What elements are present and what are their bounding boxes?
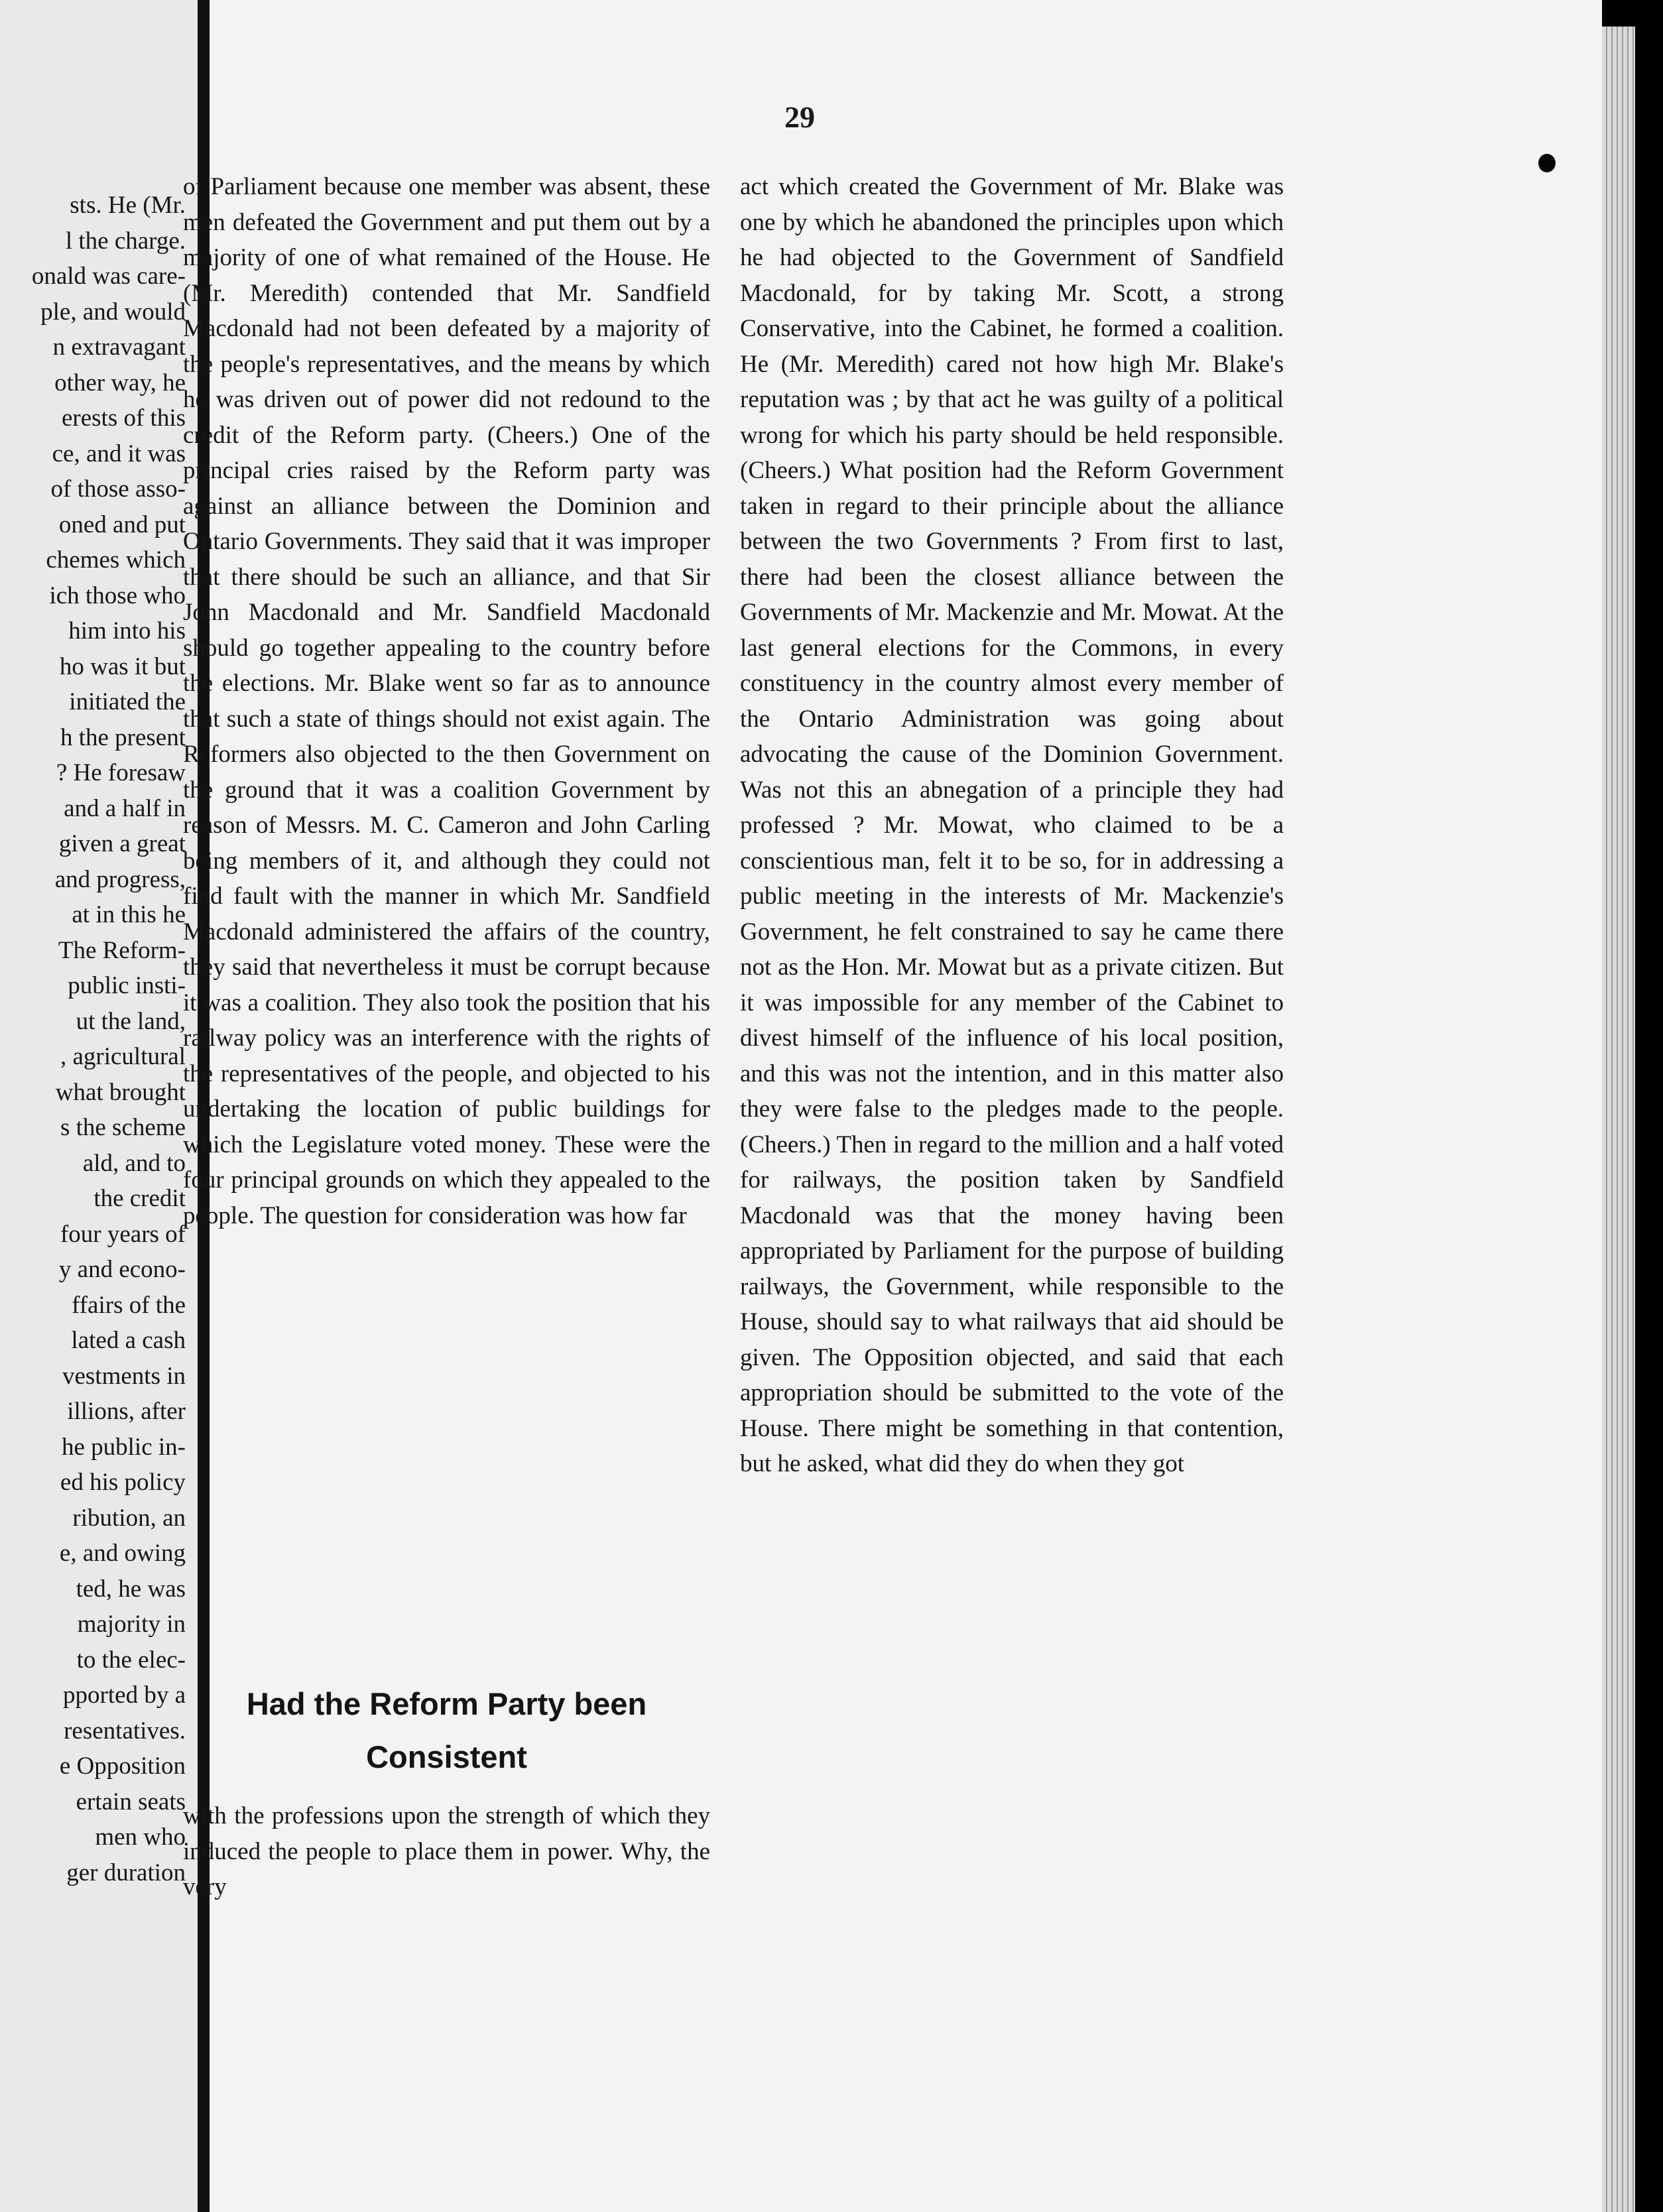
previous-page-line: erests of this bbox=[61, 404, 186, 432]
section-heading-line-1: Had the Reform Party been bbox=[246, 1686, 647, 1721]
binding-hole bbox=[1538, 154, 1556, 172]
scan-border bbox=[1635, 0, 1663, 2212]
previous-page-line: other way, he bbox=[54, 369, 186, 397]
page bbox=[183, 0, 1602, 2212]
previous-page-line: l the charge. bbox=[65, 227, 186, 255]
right-column bbox=[740, 169, 1284, 1482]
left-column-continuation bbox=[183, 1798, 710, 1905]
previous-page-line: four years of bbox=[60, 1220, 186, 1248]
previous-page-line: , agricultural bbox=[60, 1043, 186, 1070]
previous-page-line: ald, and to bbox=[82, 1149, 186, 1177]
section-heading bbox=[183, 1678, 710, 1784]
previous-page-line: ger duration bbox=[66, 1859, 186, 1886]
left-column bbox=[183, 169, 710, 1233]
previous-page-line: ut the land, bbox=[76, 1007, 186, 1035]
previous-page-line: onald was care- bbox=[31, 263, 186, 290]
previous-page-line: chemes which bbox=[46, 546, 186, 574]
previous-page-line: h the present bbox=[60, 723, 186, 751]
previous-page-line: ffairs of the bbox=[72, 1291, 186, 1319]
previous-page-line: the credit bbox=[93, 1185, 186, 1212]
previous-page-line: oned and put bbox=[58, 511, 186, 538]
section-heading-line-2: Consistent bbox=[366, 1739, 527, 1774]
previous-page-line: initiated the bbox=[69, 688, 186, 715]
previous-page-line: y and econo- bbox=[58, 1256, 186, 1283]
previous-page-line: and a half in bbox=[64, 794, 186, 822]
previous-page-line: majority in bbox=[77, 1611, 186, 1638]
previous-page-line: sts. He (Mr. bbox=[70, 192, 186, 219]
previous-page-line: ce, and it was bbox=[52, 440, 186, 467]
previous-page-line: ribution, an bbox=[72, 1504, 186, 1532]
previous-page-line: ertain seats bbox=[76, 1788, 186, 1815]
previous-page-line: ple, and would bbox=[40, 298, 186, 326]
previous-page-line: ted, he was bbox=[76, 1575, 186, 1603]
page-number: 29 bbox=[784, 100, 815, 134]
previous-page-line: e, and owing bbox=[59, 1540, 186, 1567]
previous-page-line: ed his policy bbox=[60, 1469, 186, 1496]
left-column-continuation-paragraph: with the professions upon the strength of which they induced the people to place them in power. Why, the very bbox=[183, 1802, 710, 1900]
previous-page-line: what brought bbox=[55, 1078, 186, 1106]
previous-page-edge bbox=[0, 0, 198, 2212]
previous-page-line: men who bbox=[95, 1823, 186, 1851]
previous-page-line: ? He foresaw bbox=[56, 759, 186, 786]
previous-page-line: he public in- bbox=[61, 1433, 186, 1461]
previous-page-line: pported by a bbox=[63, 1682, 186, 1709]
previous-page-line: n extravagant bbox=[52, 334, 186, 361]
left-column-paragraph: of Parliament because one member was absent, these men defeated the Government and put them out by a majority of one of what remained of the House. He (Mr. Meredith) contended that Mr. Sandfield Macdonald had not been defeated by a majority of the people's representatives, and the means by which he was driven out of power did not redound to the credit of the Reform party. (Cheers.) One of the principal cries raised by the Reform party was against an alliance between the Dominion and Ontario Governments. They said that it was improper that there should be such an alliance, and that Sir John Macdonald and Mr. Sandfield Macdonald should go together appealing to the country before the elections. Mr. Blake went so far as to announce that such a state of things should not exist again. The Reformers also objected to the then Government on the ground that it was a coalition Government by reason of Messrs. M. C. Cameron and John Carling being members of it, and although they could not find fault with the manner in which Mr. Sandfield Macdonald administered the affairs of the country, they said that nevertheless it must be corrupt because it was a coalition. They also took the position that his railway policy was an interference with the rights of the representatives of the people, and objected to his undertaking the location of public buildings for which the Legislature voted money. These were the four principal grounds on which they appealed to the people. The question for consideration was how far bbox=[183, 173, 710, 1229]
previous-page-line: resentatives. bbox=[64, 1717, 186, 1745]
previous-page-line: at in this he bbox=[72, 901, 186, 928]
previous-page-line: to the elec- bbox=[76, 1646, 186, 1674]
previous-page-line: ho was it but bbox=[59, 652, 186, 680]
previous-page-text bbox=[0, 188, 186, 1890]
right-column-paragraph: act which created the Government of Mr. Blake was one by which he abandoned the principles upon which he had objected to the Government of Sandfield Macdonald, for by taking Mr. Scott, a strong Conservative, into the Cabinet, he formed a coalition. He (Mr. Meredith) cared not how high Mr. Blake's reputation was ; by that act he was guilty of a political wrong for which his party should be held responsible. (Cheers.) What position had the Reform Government taken in regard to their principle about the alliance between the two Governments ? From first to last, there had been the closest alliance between the Governments of Mr. Mackenzie and Mr. Mowat. At the last general elections for the Commons, in every constituency in the country almost every member of the Ontario Administration was going about advocating the cause of the Dominion Government. Was not this an abnegation of a principle they had professed ? Mr. Mowat, who claimed to be a conscientious man, felt it to be so, for in addressing a public meeting in the interests of Mr. Mackenzie's Government, he felt constrained to say he came there not as the Hon. Mr. Mowat but as a private citizen. But it was impossible for any member of the Cabinet to divest himself of the influence of his local position, and this was not the intention, and in this matter also they were false to the pledges made to the people. (Cheers.) Then in regard to the million and a half voted for railways, the position taken by Sandfield Macdonald was that the money having been appropriated by Parliament for the purpose of building railways, the Government, while responsible to the House, should say to what railways that aid should be given. The Opposition objected, and said that each appropriation should be submitted to the vote of the House. There might be something in that contention, but he asked, what did they do when they got bbox=[740, 173, 1284, 1477]
previous-page-line: and progress, bbox=[54, 865, 186, 893]
previous-page-line: vestments in bbox=[62, 1362, 186, 1390]
previous-page-line: The Reform- bbox=[58, 936, 186, 964]
previous-page-line: given a great bbox=[58, 830, 186, 857]
previous-page-line: him into his bbox=[68, 617, 186, 645]
previous-page-line: e Opposition bbox=[59, 1752, 186, 1780]
page-stack-edges bbox=[1602, 27, 1635, 2212]
previous-page-line: public insti- bbox=[68, 972, 186, 999]
previous-page-line: s the scheme bbox=[60, 1114, 186, 1141]
previous-page-line: illions, after bbox=[67, 1398, 186, 1425]
previous-page-line: ich those who bbox=[49, 582, 186, 609]
previous-page-line: lated a cash bbox=[71, 1327, 186, 1354]
previous-page-line: of those asso- bbox=[50, 475, 186, 503]
